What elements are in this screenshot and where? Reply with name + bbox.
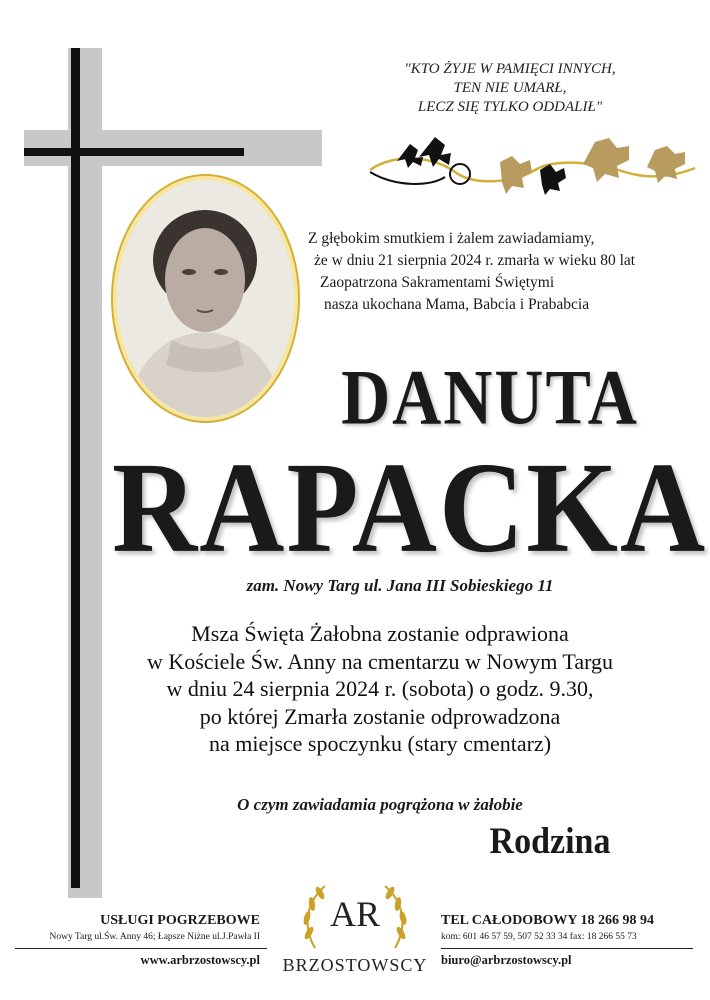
portrait-photo	[117, 180, 294, 417]
intro-line-1: Z głębokim smutkiem i żalem zawiadamiamy,	[308, 230, 595, 247]
deceased-address: zam. Nowy Targ ul. Jana III Sobieskiego 11	[246, 576, 554, 595]
memorial-quote	[360, 60, 660, 117]
family-signature: Rodzina	[489, 821, 611, 862]
cross-vertical-bar	[71, 48, 80, 888]
mass-line-4: po której Zmarła zostanie odprowadzona	[199, 703, 561, 729]
notify-line: O czym zawiadamia pogrążona w żałobie	[237, 795, 523, 814]
portrait-silhouette-icon	[117, 180, 294, 417]
announcement-intro	[302, 228, 662, 316]
portrait-frame	[113, 176, 298, 421]
mass-line-3: w dniu 24 sierpnia 2024 r. (sobota) o godz. 9.30,	[166, 676, 594, 701]
mobile-fax-line: kom: 601 46 57 59, 507 52 33 34 fax: 18 266 55 73	[441, 932, 637, 942]
intro-line-4: nasza ukochana Mama, Babcia i Prababcia	[324, 296, 590, 313]
company-services-title: USŁUGI POGRZEBOWE	[100, 913, 260, 928]
company-email-link[interactable]: biuro@arbrzostowscy.pl	[441, 953, 572, 967]
quote-line-1: "KTO ŻYJE W PAMIĘCI INNYCH,	[404, 61, 616, 77]
intro-line-3: Zaopatrzona Sakramentami Świętymi	[320, 274, 555, 291]
mass-line-5: na miejsce spoczynku (stary cmentarz)	[208, 731, 552, 756]
cross-horizontal-bar	[24, 148, 244, 156]
company-address: Nowy Targ ul.Św. Anny 46; Łapsze Niżne ul.J.Pawła II	[49, 932, 260, 942]
quote-line-3: LECZ SIĘ TYLKO ODDALIŁ"	[417, 99, 603, 115]
intro-line-2: że w dniu 21 sierpnia 2024 r. zmarła w wieku 80 lat	[314, 252, 636, 269]
logo-initials: AR	[329, 894, 380, 934]
quote-line-2: TEN NIE UMARŁ,	[453, 80, 567, 96]
phone-line: TEL CAŁODOBOWY 18 266 98 94	[441, 913, 655, 928]
mass-line-2: w Kościele Św. Anny na cmentarzu w Nowym Targu	[146, 648, 614, 674]
company-website-link[interactable]: www.arbrzostowscy.pl	[140, 953, 260, 967]
footer-divider-left	[15, 948, 267, 949]
footer-divider-right	[441, 948, 693, 949]
deceased-first-name: DANUTA	[341, 353, 639, 441]
vine-ornament-icon	[365, 132, 700, 207]
deceased-last-name: RAPACKA	[112, 435, 708, 580]
mass-line-1: Msza Święta Żałobna zostanie odprawiona	[191, 621, 569, 646]
funeral-mass-info	[110, 620, 650, 758]
logo-company-name: BRZOSTOWSCY	[282, 955, 428, 975]
